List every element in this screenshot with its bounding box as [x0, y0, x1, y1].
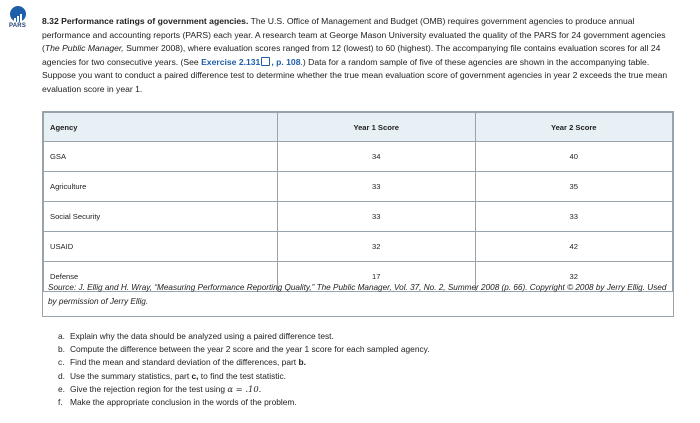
book-icon: [261, 57, 270, 66]
header-year2: Year 2 Score: [475, 113, 673, 142]
agency-cell: GSA: [44, 142, 278, 172]
year1-cell: 32: [278, 232, 476, 262]
pars-label: PARS: [9, 23, 27, 29]
year1-cell: 33: [278, 202, 476, 232]
table-row: [44, 202, 673, 232]
scores-table: [43, 112, 673, 292]
table-row: [44, 142, 673, 172]
intro-text-2: Summer 2008), where evaluation scores ranged from 12 (lowest) to 60 (highest). The accompanying file contains evaluation scores for all 24 agencies for two consecutive years. (See: [42, 43, 661, 67]
question-e: e. Give the rejection region for the test using α = .10.: [58, 383, 262, 394]
question-f: f. Make the appropriate conclusion in the words of the problem.: [58, 397, 297, 408]
alpha-symbol: α: [227, 383, 234, 394]
year2-cell: 32: [475, 262, 673, 292]
year2-cell: 42: [475, 232, 673, 262]
intro-text-1: The U.S. Office of Management and Budget (OMB) requires government agencies to produce annual performance and accounting reports (PARS) each year. A research team at George Mason University evaluated the quality of the PARS for 24 government agencies (: [42, 16, 666, 54]
agency-cell: Defense: [44, 262, 278, 292]
question-d: d. Use the summary statistics, part c, to find the test statistic.: [58, 370, 286, 381]
year2-cell: 35: [475, 172, 673, 202]
table-source-note: Source: J. Ellig and H. Wray, “Measuring Performance Reporting Quality,” The Public Manager, Vol. 37, No. 2, Summer 2008 (p. 66). Copyright © 2008 by Jerry Ellig. Used by permission of Jerry Ellig.: [48, 283, 667, 306]
problem-number: 8.32: [42, 16, 59, 26]
table-header-row: [44, 113, 673, 142]
year2-cell: 40: [475, 142, 673, 172]
intro-text-3: .) Data for a random sample of five of these agencies are shown in the accompanying table. Suppose you want to conduct a paired difference test to determine whether the true mean evaluation score of government agencies in year 2 exceeds the true mean evaluation score in year 1.: [42, 56, 668, 94]
agency-cell: Social Security: [44, 202, 278, 232]
problem-title: Performance ratings of government agencies.: [61, 16, 249, 26]
pars-badge: [8, 6, 32, 29]
question-c: c. Find the mean and standard deviation of the differences, part b.: [58, 357, 306, 368]
year1-cell: 34: [278, 142, 476, 172]
table-row: [44, 232, 673, 262]
publication-name: The Public Manager,: [44, 43, 124, 54]
exercise-link[interactable]: Exercise 2.131 , p. 108: [201, 56, 301, 67]
question-a: a. Explain why the data should be analyzed using a paired difference test.: [58, 331, 334, 341]
year1-cell: 17: [278, 262, 476, 292]
year2-cell: 33: [475, 202, 673, 232]
header-agency: Agency: [44, 113, 278, 142]
question-list: [58, 330, 430, 409]
agency-cell: Agriculture: [44, 172, 278, 202]
question-b: b. Compute the difference between the year 2 score and the year 1 score for each sampled agency.: [58, 344, 430, 355]
bar-chart-icon: [10, 6, 26, 22]
agency-cell: USAID: [44, 232, 278, 262]
header-year1: Year 1 Score: [278, 113, 476, 142]
year1-cell: 33: [278, 172, 476, 202]
problem-statement: [42, 15, 674, 97]
table-row: [44, 172, 673, 202]
